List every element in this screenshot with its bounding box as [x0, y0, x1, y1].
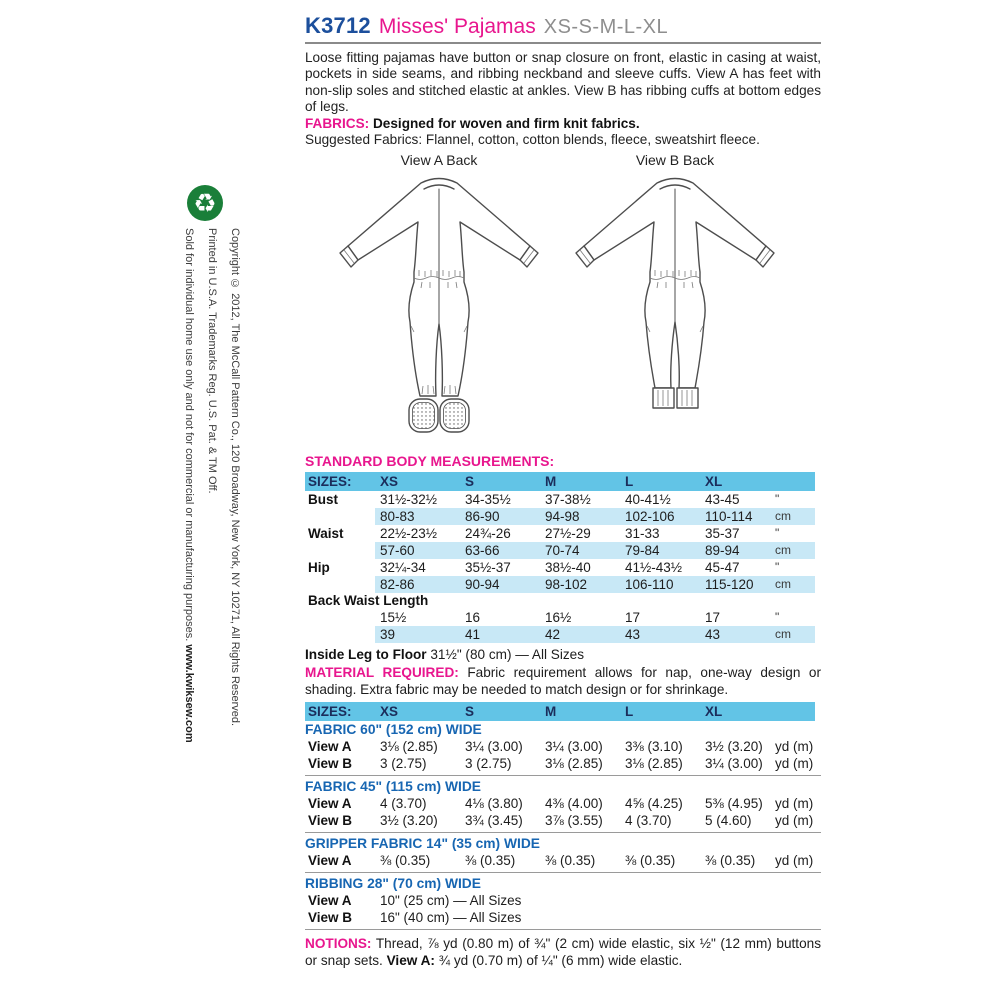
page-title — [305, 13, 821, 40]
size-xl: XL — [705, 474, 723, 490]
cell: ⅜ (0.35) — [380, 853, 431, 869]
cell: 3½ (3.20) — [705, 739, 763, 755]
size-m: M — [545, 704, 557, 720]
cell: 3¼ (3.00) — [705, 756, 763, 772]
view-b-drawing — [560, 170, 790, 426]
cell: 4⅝ (4.25) — [625, 796, 683, 812]
empty-cell — [305, 626, 380, 643]
pattern-description: Loose fitting pajamas have button or snap closure on front, elastic in casing at waist, pockets in side seams, and ribbing neckband and sleeve cuffs. View A has feet with non-slip soles and stitched elastic at ankles. View B has ribbing cuffs at bottom edges of legs. — [305, 50, 821, 115]
copyright-line: Copyright © 2012, The McCall Pattern Co., 120 Broadway, New York, NY 10271, All Rights Reserved. — [229, 228, 241, 727]
size-l: L — [625, 474, 634, 490]
cell: 41 — [465, 627, 481, 643]
cell: 43 — [625, 627, 641, 643]
row-label: View B — [308, 756, 353, 772]
size-xs: XS — [380, 474, 399, 490]
cell: 57-60 — [380, 543, 415, 559]
size-xl: XL — [705, 704, 723, 720]
cell: 31-33 — [625, 526, 660, 542]
cell: 82-86 — [380, 577, 415, 593]
cell: 43-45 — [705, 492, 740, 508]
empty-cell — [775, 472, 821, 491]
view-b-caption: View B Back — [635, 152, 715, 169]
cell: 106-110 — [625, 577, 674, 593]
cell: 3¾ (3.45) — [465, 813, 523, 829]
notions-text-2: ¾ yd (0.70 m) of ¼" (6 mm) wide elastic. — [434, 952, 683, 968]
garment-figures — [305, 152, 821, 448]
row-label: Bust — [308, 492, 338, 508]
printed-line: Printed in U.S.A. Trademarks Reg. U.S. Pat. & TM Off. — [206, 228, 218, 494]
cell: 37-38½ — [545, 492, 591, 508]
section-divider — [305, 929, 821, 930]
fabrics-line — [305, 116, 821, 132]
cell: 4 (3.70) — [380, 796, 427, 812]
recycle-icon — [187, 185, 223, 221]
back-waist-cm-row — [305, 626, 821, 643]
cell: 10" (25 cm) — All Sizes — [380, 893, 522, 909]
unit-cell: yd (m) — [775, 756, 814, 772]
section-divider — [305, 775, 821, 776]
fabrics-label: FABRICS: — [305, 115, 370, 131]
cell: 3¼ (3.00) — [545, 739, 603, 755]
hip-inch-row — [305, 559, 821, 576]
cell: 3¼ (3.00) — [465, 739, 523, 755]
suggested-fabrics: Suggested Fabrics: Flannel, cotton, cotton blends, fleece, sweatshirt fleece. — [305, 132, 760, 148]
size-l: L — [625, 704, 634, 720]
unit-cell: cm — [775, 509, 791, 524]
unit-cell: cm — [775, 543, 791, 558]
material-required — [305, 665, 821, 698]
cell: 4 (3.70) — [625, 813, 672, 829]
cell: 17 — [625, 610, 641, 626]
cell: 39 — [380, 627, 396, 643]
cell: 4⅜ (4.00) — [545, 796, 603, 812]
fabrics-text: Designed for woven and firm knit fabrics. — [369, 115, 640, 131]
view-b-figure — [555, 152, 795, 426]
material-label: MATERIAL REQUIRED: — [305, 665, 459, 681]
row-label: Hip — [308, 560, 330, 576]
material-text: Fabric requirement allows for nap, one-way design or shading. Extra fabric may be needed to match design or for shrinkage. — [305, 665, 822, 697]
cell: 5⅜ (4.95) — [705, 796, 763, 812]
ribbing-heading: RIBBING 28" (70 cm) WIDE — [305, 876, 481, 892]
waist-inch-row — [305, 525, 821, 542]
notions-text-1: Thread, ⅞ yd (0.80 m) of ¾" (2 cm) wide elastic, six ½" (12 mm) buttons or snap sets. — [305, 936, 821, 968]
bust-cm-row — [305, 508, 821, 525]
bust-inch-row — [305, 491, 821, 508]
cell: 41½-43½ — [625, 560, 683, 576]
cell: 34-35½ — [465, 492, 511, 508]
cell: ⅜ (0.35) — [545, 853, 596, 869]
yardage-header-row — [305, 702, 821, 721]
pattern-number: K3712 — [305, 13, 371, 38]
notions-label: NOTIONS: — [305, 936, 372, 952]
notions-view-a-label: View A: — [386, 952, 435, 968]
back-waist-inch-row — [305, 609, 821, 626]
row-label: View B — [308, 813, 353, 829]
unit-cell: " — [775, 560, 780, 575]
fabric60-heading: FABRIC 60" (152 cm) WIDE — [305, 722, 482, 738]
cell: 102-106 — [625, 509, 675, 525]
row-label: View A — [308, 853, 352, 869]
cell: 24¾-26 — [465, 526, 511, 542]
cell: 42 — [545, 627, 561, 643]
cell: 110-114 — [705, 509, 753, 525]
cell: 90-94 — [465, 577, 500, 593]
fabric60-view-a-row — [305, 738, 821, 755]
cell: 94-98 — [545, 509, 580, 525]
unit-cell: cm — [775, 627, 791, 642]
ribbing-view-b-row — [305, 909, 821, 926]
inside-leg-value: 31½" (80 cm) — All Sizes — [426, 647, 585, 663]
size-s: S — [465, 474, 475, 490]
cell: 3½ (3.20) — [380, 813, 438, 829]
cell: 4⅛ (3.80) — [465, 796, 523, 812]
empty-cell — [775, 702, 821, 721]
cell: 3⅜ (3.10) — [625, 739, 683, 755]
unit-cell: " — [775, 610, 780, 625]
size-m: M — [545, 474, 557, 490]
cell: 3⅛ (2.85) — [545, 756, 603, 772]
cell: ⅜ (0.35) — [625, 853, 676, 869]
unit-cell: cm — [775, 577, 791, 592]
cell: 115-120 — [705, 577, 754, 593]
cell: 3⅛ (2.85) — [380, 739, 438, 755]
unit-cell: yd (m) — [775, 739, 814, 755]
empty-cell — [305, 542, 380, 559]
size-xs: XS — [380, 704, 399, 720]
ribbing-view-a-row — [305, 892, 821, 909]
cell: 15½ — [380, 610, 407, 626]
title-divider — [305, 42, 821, 44]
row-label: Waist — [308, 526, 344, 542]
cell: 17 — [705, 610, 721, 626]
notions-paragraph — [305, 936, 821, 969]
section-divider — [305, 832, 821, 833]
sold-text: Sold for individual home use only and not for commercial or manufacturing purposes. — [183, 228, 195, 645]
cell: ⅜ (0.35) — [705, 853, 756, 869]
cell: 16 — [465, 610, 481, 626]
measurements-heading: STANDARD BODY MEASUREMENTS: — [305, 453, 555, 470]
waist-cm-row — [305, 542, 821, 559]
cell: 80-83 — [380, 509, 415, 525]
cell: 27½-29 — [545, 526, 591, 542]
cell: 98-102 — [545, 577, 588, 593]
cell: 16½ — [545, 610, 572, 626]
cell: 38½-40 — [545, 560, 591, 576]
pattern-size-range: XS-S-M-L-XL — [543, 16, 669, 38]
website-text: www.kwiksew.com — [183, 644, 195, 743]
fabric45-view-a-row — [305, 795, 821, 812]
cell: 70-74 — [545, 543, 580, 559]
cell: 3⅞ (3.55) — [545, 813, 603, 829]
recycle-glyph: ♻ — [193, 188, 217, 218]
row-label: View A — [308, 739, 352, 755]
view-a-figure — [319, 152, 559, 438]
cell: 3 (2.75) — [465, 756, 512, 772]
measurements-header-row — [305, 472, 821, 491]
cell: 63-66 — [465, 543, 500, 559]
gripper-heading: GRIPPER FABRIC 14" (35 cm) WIDE — [305, 836, 541, 852]
section-divider — [305, 872, 821, 873]
cell: 3⅛ (2.85) — [625, 756, 683, 772]
unit-cell: yd (m) — [775, 853, 814, 869]
cell: 35½-37 — [465, 560, 511, 576]
cell: 5 (4.60) — [705, 813, 752, 829]
cell: 45-47 — [705, 560, 740, 576]
cell: 89-94 — [705, 543, 740, 559]
cell: 86-90 — [465, 509, 500, 525]
gripper-view-a-row — [305, 852, 821, 869]
unit-cell: " — [775, 492, 780, 507]
cell: 22½-23½ — [380, 526, 438, 542]
cell: 31½-32½ — [380, 492, 438, 508]
fabric45-view-b-row — [305, 812, 821, 829]
row-label: View B — [308, 910, 353, 926]
size-s: S — [465, 704, 475, 720]
inside-leg-label: Inside Leg to Floor — [305, 647, 427, 663]
unit-cell: yd (m) — [775, 813, 814, 829]
view-a-caption: View A Back — [400, 152, 478, 169]
sold-line — [177, 228, 200, 820]
unit-cell: " — [775, 526, 780, 541]
empty-cell — [305, 576, 380, 593]
cell: ⅜ (0.35) — [465, 853, 516, 869]
empty-cell — [305, 609, 380, 626]
copyright-sidebar — [176, 228, 246, 820]
back-waist-length-label: Back Waist Length — [308, 593, 429, 609]
hip-cm-row — [305, 576, 821, 593]
row-label: View A — [308, 796, 352, 812]
sizes-label: SIZES: — [308, 474, 352, 490]
main-content — [305, 0, 821, 969]
sizes-label: SIZES: — [308, 704, 352, 720]
row-label: View A — [308, 893, 352, 909]
inside-leg-line — [305, 646, 821, 663]
cell: 16" (40 cm) — All Sizes — [380, 910, 522, 926]
fabric60-view-b-row — [305, 755, 821, 772]
cell: 40-41½ — [625, 492, 671, 508]
cell: 43 — [705, 627, 721, 643]
cell: 3 (2.75) — [380, 756, 427, 772]
cell: 32¼-34 — [380, 560, 426, 576]
unit-cell: yd (m) — [775, 796, 814, 812]
fabric45-heading: FABRIC 45" (115 cm) WIDE — [305, 779, 481, 795]
view-a-drawing — [324, 170, 554, 438]
cell: 79-84 — [625, 543, 660, 559]
cell: 35-37 — [705, 526, 740, 542]
empty-cell — [305, 508, 380, 525]
pattern-name: Misses' Pajamas — [378, 15, 536, 38]
